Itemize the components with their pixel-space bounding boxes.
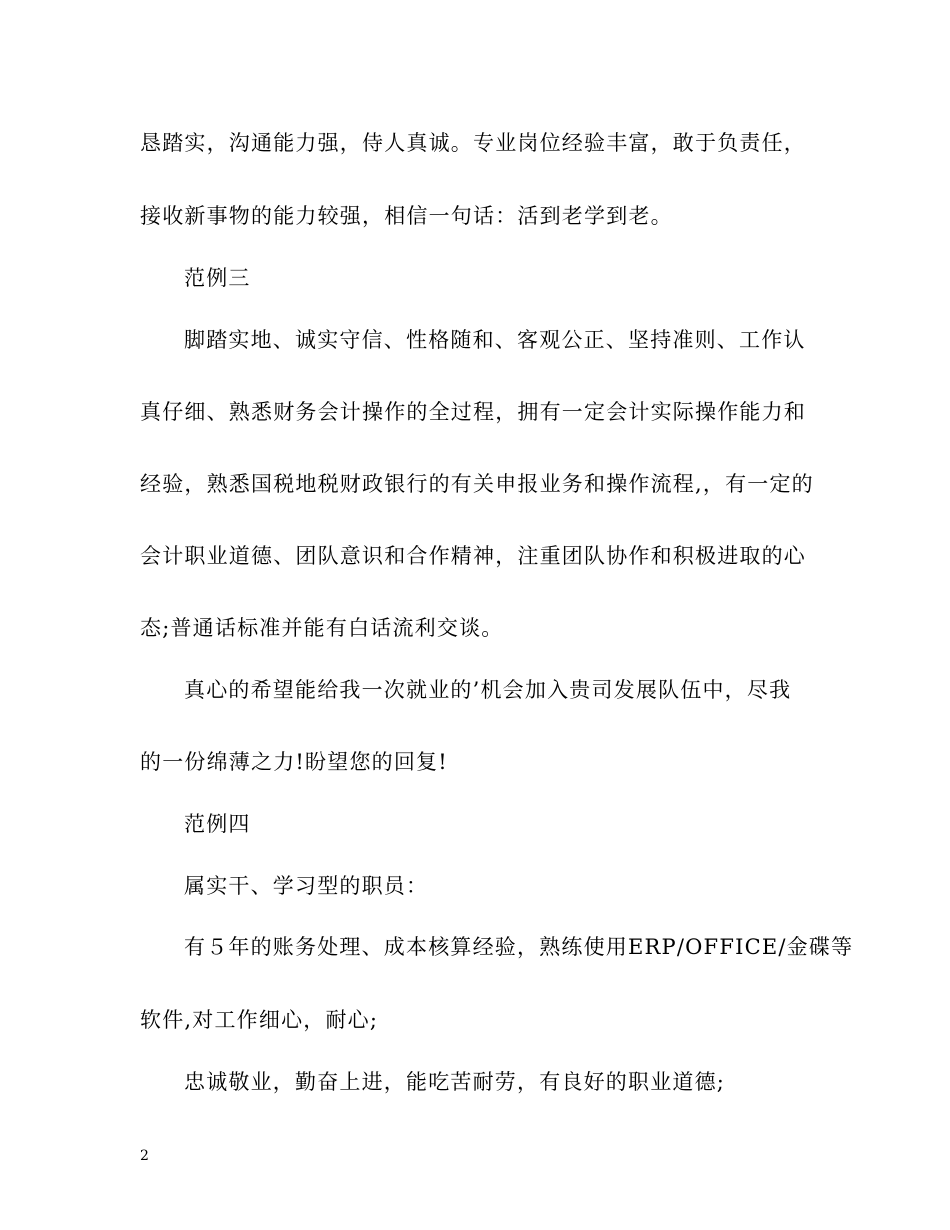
text-line: 态;普通话标准并能有白话流利交谈。	[140, 616, 504, 640]
text-line: 有５年的账务处理、成本核算经验，熟练使用ERP/OFFICE/金碟等	[184, 935, 854, 959]
page-number: 2	[140, 1148, 149, 1164]
text-line: 经验，熟悉国税地税财政银行的有关申报业务和操作流程,，有一定的	[140, 472, 814, 496]
text-line: 忠诚敬业，勤奋上进，能吃苦耐劳，有良好的职业道德;	[184, 1070, 726, 1094]
text-line: 软件,对工作细心，耐心;	[140, 1008, 379, 1032]
text-line: 真心的希望能给我一次就业的’机会加入贵司发展队伍中，尽我	[184, 678, 792, 702]
text-line: 恳踏实，沟通能力强，侍人真诚。专业岗位经验丰富，敢于负责任，	[140, 131, 806, 155]
text-line: 真仔细、熟悉财务会计操作的全过程，拥有一定会计实际操作能力和	[140, 400, 806, 424]
section-heading: 范例四	[184, 812, 251, 836]
text-line: 接收新事物的能力较强，相信一句话：活到老学到老。	[140, 204, 673, 228]
text-line: 的一份绵薄之力!盼望您的回复!	[140, 750, 448, 774]
text-line: 脚踏实地、诚实守信、性格随和、客观公正、坚持准则、工作认	[184, 328, 806, 352]
text-line: 会计职业道德、团队意识和合作精神，注重团队协作和积极进取的心	[140, 544, 806, 568]
text-line: 属实干、学习型的职员：	[184, 874, 429, 898]
section-heading: 范例三	[184, 266, 251, 290]
